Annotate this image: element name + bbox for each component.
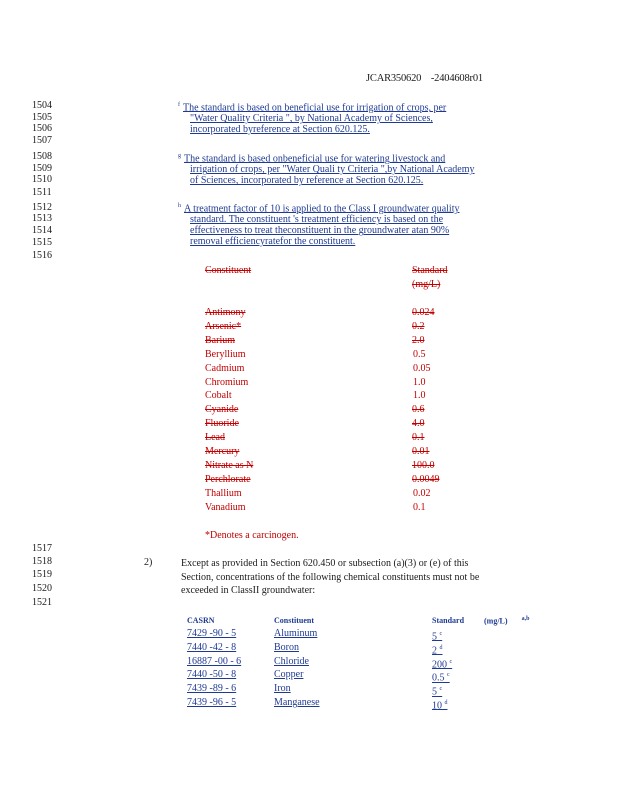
- table2-header-constituent: Constituent: [274, 616, 315, 625]
- table1-constituent: Lead: [205, 432, 225, 444]
- table1-standard-value: 0.1: [412, 432, 425, 444]
- footnote-text: standard. The constituent 's treatment efficiency is based on the: [190, 214, 444, 226]
- table1-header-constituent: Constituent: [205, 265, 252, 276]
- footnote-marker: g: [178, 153, 181, 159]
- standard-number: 0.5: [432, 672, 445, 684]
- table1-standard-value: 0.2: [412, 320, 425, 332]
- table1-constituent: Beryllium: [205, 348, 246, 360]
- carcinogen-note: *Denotes a carcinogen.: [205, 530, 299, 541]
- units-footnote: a,b: [521, 616, 530, 622]
- line-number: 1517: [32, 543, 52, 554]
- table1-constituent: Vanadium: [205, 501, 246, 513]
- line-number: 1515: [32, 237, 52, 248]
- table1-standard-value: 4.0: [412, 418, 425, 430]
- table1-constituent: Nitrate as N: [205, 459, 254, 471]
- standard-footnote-marker: c: [447, 672, 450, 679]
- table1-constituent: Thallium: [205, 487, 242, 499]
- footnote-text: of Sciences, incorporated by reference at Section 620.125.: [190, 175, 424, 187]
- line-number: 1506: [32, 123, 52, 134]
- document-id: JCAR350620: [366, 73, 422, 84]
- line-number: 1521: [32, 597, 52, 608]
- table2-standard-value: [432, 696, 448, 713]
- line-number: 1505: [32, 112, 52, 123]
- table1-constituent: Cadmium: [205, 362, 245, 374]
- table1-constituent: Barium: [205, 334, 235, 346]
- footnote-text: A treatment factor of 10 is applied to the Class I groundwater quality: [184, 203, 460, 215]
- table1-standard-value: 2.0: [412, 334, 425, 346]
- table1-constituent: Fluoride: [205, 418, 239, 430]
- table2-constituent: Copper: [274, 669, 304, 681]
- footnote-text: irrigation of crops, per "Water Quali ty Criteria ",by National Academy: [190, 164, 475, 176]
- standard-number: 5: [432, 686, 437, 698]
- table2-constituent: Boron: [274, 641, 299, 653]
- units-label: (mg/L): [484, 616, 508, 626]
- table1-constituent: Antimony: [205, 307, 246, 318]
- standard-footnote-marker: c: [449, 658, 453, 665]
- table1-standard-value: 0.6: [412, 404, 425, 416]
- table2-casrn: 16887 -00 - 6: [187, 655, 242, 667]
- table1-constituent: Cyanide: [205, 404, 239, 416]
- table1-header-units: (mg/L): [412, 279, 441, 290]
- table2-constituent: Aluminum: [274, 628, 318, 639]
- table2-casrn: 7440 -42 - 8: [187, 641, 237, 653]
- line-number: 1518: [32, 556, 52, 567]
- table1-standard-value: 0.01: [412, 446, 430, 457]
- table2-constituent: Iron: [274, 683, 291, 695]
- line-number: 1512: [32, 202, 52, 213]
- line-number: 1513: [32, 213, 52, 224]
- line-number: 1514: [32, 225, 52, 236]
- table1-constituent: Cobalt: [205, 390, 232, 402]
- footnote-g: [178, 151, 475, 186]
- table1-standard-value: 0.1: [413, 501, 426, 513]
- line-number: 1510: [32, 174, 52, 185]
- section-number: 2): [144, 557, 153, 568]
- table2-constituent: Chloride: [274, 655, 309, 667]
- table1-constituent: Mercury: [205, 446, 240, 457]
- footnote-marker: h: [178, 203, 181, 209]
- footnote-marker: f: [178, 102, 180, 108]
- table1-constituent: Arsenic*: [205, 320, 242, 332]
- table1-standard-value: 0.5: [413, 348, 426, 360]
- line-number: 1509: [32, 163, 52, 174]
- footnote-f: [178, 100, 446, 135]
- standard-number: 10: [432, 700, 442, 712]
- footnote-text: incorporated byreference at Section 620.125.: [190, 124, 370, 136]
- table2-casrn: 7439 -89 - 6: [187, 683, 237, 695]
- section2-paragraph: [181, 557, 479, 598]
- table2-casrn: 7440 -50 - 8: [187, 669, 237, 681]
- line-number: 1507: [32, 135, 52, 146]
- document-header: [366, 73, 483, 84]
- document-version: -2404608r01: [430, 73, 483, 84]
- table2-casrn: 7429 -90 - 5: [187, 628, 237, 639]
- section2-line: Except as provided in Section 620.450 or subsection (a)(3) or (e) of this: [181, 558, 469, 569]
- table1-standard-value: 100.0: [412, 459, 435, 471]
- line-number: 1511: [32, 187, 52, 198]
- line-number: 1508: [32, 151, 52, 162]
- line-number: 1519: [32, 569, 52, 580]
- table1-constituent: Chromium: [205, 376, 249, 388]
- table2-constituent: Manganese: [274, 697, 320, 708]
- table1-header-standard: Standard: [412, 265, 448, 276]
- table1-standard-value: 1.0: [413, 376, 426, 388]
- table2-casrn: 7439 -96 - 5: [187, 697, 237, 708]
- footnote-h: [178, 201, 459, 247]
- table1-constituent: Perchlorate: [205, 473, 251, 485]
- footnote-text: effectiveness to treat theconstituent in the groundwater atan 90%: [190, 225, 450, 237]
- table2-header-standard: Standard: [432, 616, 465, 625]
- line-number: 1516: [32, 250, 52, 261]
- table1-standard-value: 0.02: [413, 487, 431, 499]
- standard-footnote-marker: c: [439, 631, 443, 637]
- table1-standard-value: 1.0: [413, 390, 426, 402]
- standard-footnote-marker: d: [444, 700, 448, 706]
- table1-standard-value: 0.0049: [412, 473, 440, 485]
- section2-line: exceeded in ClassII groundwater:: [181, 585, 316, 596]
- table2-header-casrn: CASRN: [187, 616, 215, 625]
- footnote-text: The standard is based on beneficial use for irrigation of crops, per: [183, 102, 447, 114]
- standard-number: 2: [432, 645, 437, 657]
- section2-line: Section, concentrations of the following chemical constituents must not be: [181, 571, 480, 583]
- table1-standard-value: 0.05: [413, 362, 431, 374]
- standard-number: 200: [432, 658, 447, 670]
- footnote-text: "Water Quality Criteria ", by National Academy of Sciences,: [190, 113, 433, 125]
- standard-footnote-marker: c: [439, 686, 443, 693]
- footnote-text: removal efficiencyratefor the constituent.: [190, 236, 356, 248]
- standard-number: 5: [432, 631, 437, 643]
- line-number: 1520: [32, 583, 52, 594]
- footnote-text: The standard is based onbeneficial use for watering livestock and: [184, 153, 446, 165]
- standard-footnote-marker: d: [439, 644, 443, 651]
- line-number: 1504: [32, 100, 52, 111]
- table1-standard-value: 0.024: [412, 307, 435, 318]
- table2-header-units: [484, 616, 529, 626]
